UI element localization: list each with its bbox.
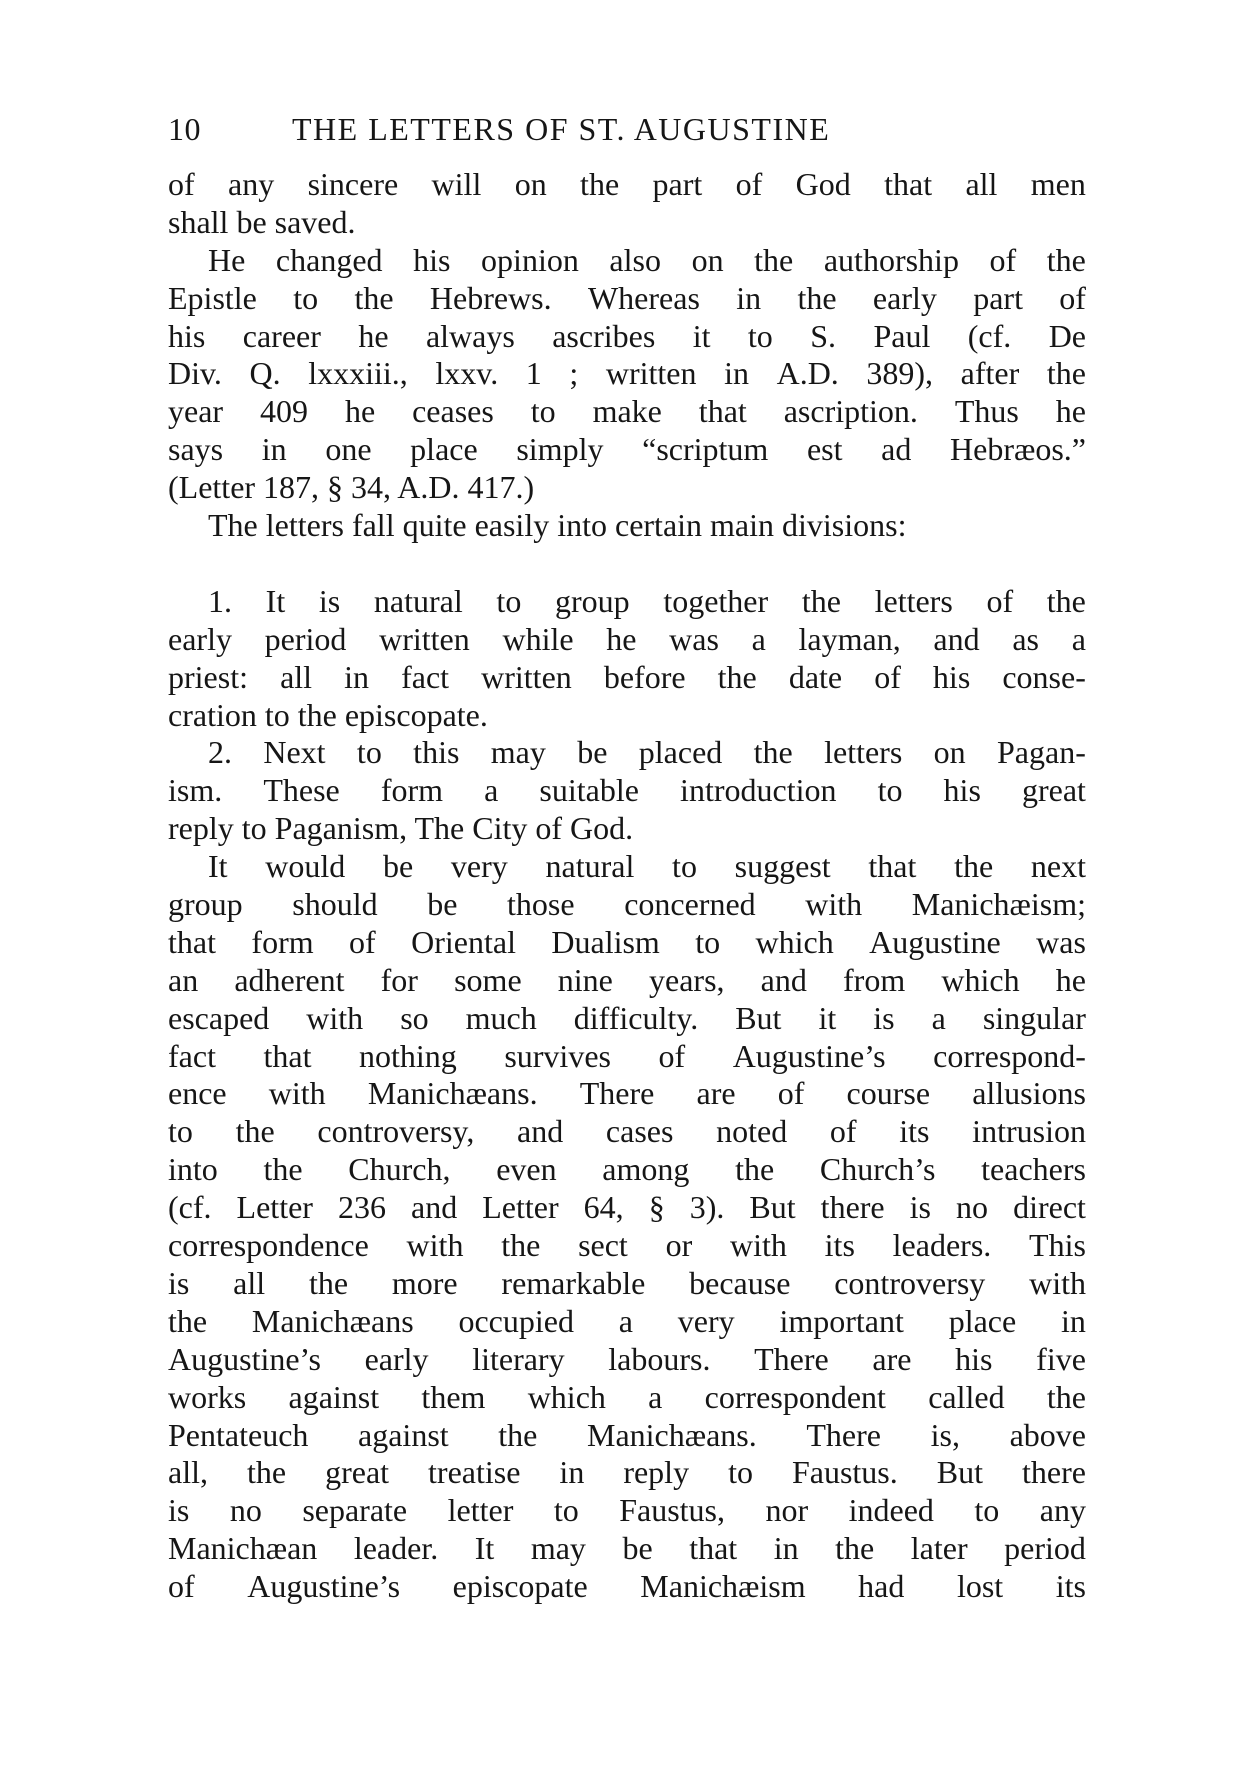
text-line: an adherent for some nine years, and from which he xyxy=(168,961,1086,998)
text-line: reply to Paganism, The City of God. xyxy=(168,810,634,847)
text-line: The letters fall quite easily into certain main divisions: xyxy=(208,507,907,544)
text-line: Epistle to the Hebrews. Whereas in the early part of xyxy=(168,279,1086,316)
text-line: to the controversy, and cases noted of its intrusion xyxy=(168,1113,1086,1150)
text-line: is no separate letter to Faustus, nor indeed to any xyxy=(168,1492,1086,1529)
text-line: shall be saved. xyxy=(168,203,356,240)
text-line: Augustine’s early literary labours. There are his five xyxy=(168,1340,1086,1377)
text-line: priest: all in fact written before the date of his conse- xyxy=(168,658,1086,695)
running-title: THE LETTERS OF ST. AUGUSTINE xyxy=(292,111,831,147)
text-line: ism. These form a suitable introduction to his great xyxy=(168,772,1086,809)
book-page xyxy=(168,108,1086,1606)
text-line: Pentateuch against the Manichæans. There is, above xyxy=(168,1416,1086,1453)
text-line: that form of Oriental Dualism to which Augustine was xyxy=(168,923,1086,960)
paragraph xyxy=(168,583,1086,735)
paragraph xyxy=(168,734,1086,848)
text-line: correspondence with the sect or with its leaders. This xyxy=(168,1227,1086,1264)
text-line: 1. It is natural to group together the letters of the xyxy=(208,582,1086,619)
text-line: (cf. Letter 236 and Letter 64, § 3). But there is no direct xyxy=(168,1189,1086,1226)
text-line: early period written while he was a layman, and as a xyxy=(168,620,1086,657)
text-line: (Letter 187, § 34, A.D. 417.) xyxy=(168,469,535,506)
body-text xyxy=(168,166,1086,1606)
text-line: Div. Q. lxxxiii., lxxv. 1 ; written in A.D. 389), after the xyxy=(168,355,1086,392)
text-line: works against them which a correspondent called the xyxy=(168,1378,1086,1415)
text-line: It would be very natural to suggest that the next xyxy=(208,848,1086,885)
text-line: is all the more remarkable because controversy with xyxy=(168,1264,1086,1301)
text-line: cration to the episcopate. xyxy=(168,696,488,733)
text-line: the Manichæans occupied a very important place in xyxy=(168,1302,1086,1339)
text-line: He changed his opinion also on the authorship of the xyxy=(208,241,1086,278)
paragraph xyxy=(168,242,1086,507)
text-line: Manichæan leader. It may be that in the later period xyxy=(168,1530,1086,1567)
text-line: year 409 he ceases to make that ascription. Thus he xyxy=(168,393,1086,430)
text-line: 2. Next to this may be placed the letters on Pagan- xyxy=(208,734,1086,771)
paragraph xyxy=(168,166,1086,242)
text-line: fact that nothing survives of Augustine’s correspond- xyxy=(168,1037,1086,1074)
page-number: 10 xyxy=(168,111,201,147)
text-line: of Augustine’s episcopate Manichæism had lost its xyxy=(168,1568,1086,1605)
text-line: all, the great treatise in reply to Faustus. But there xyxy=(168,1454,1086,1491)
paragraph xyxy=(168,507,1086,545)
text-line: ence with Manichæans. There are of course allusions xyxy=(168,1075,1086,1112)
text-line: escaped with so much difficulty. But it is a singular xyxy=(168,999,1086,1036)
text-line: his career he always ascribes it to S. Paul (cf. De xyxy=(168,317,1086,354)
page-header xyxy=(168,108,1086,150)
paragraph-gap xyxy=(168,545,1086,583)
text-line: of any sincere will on the part of God that all men xyxy=(168,166,1086,202)
text-line: says in one place simply “scriptum est ad Hebræos.” xyxy=(168,431,1086,468)
text-line: into the Church, even among the Church’s teachers xyxy=(168,1151,1086,1188)
paragraph xyxy=(168,848,1086,1606)
text-line: group should be those concerned with Manichæism; xyxy=(168,886,1086,923)
